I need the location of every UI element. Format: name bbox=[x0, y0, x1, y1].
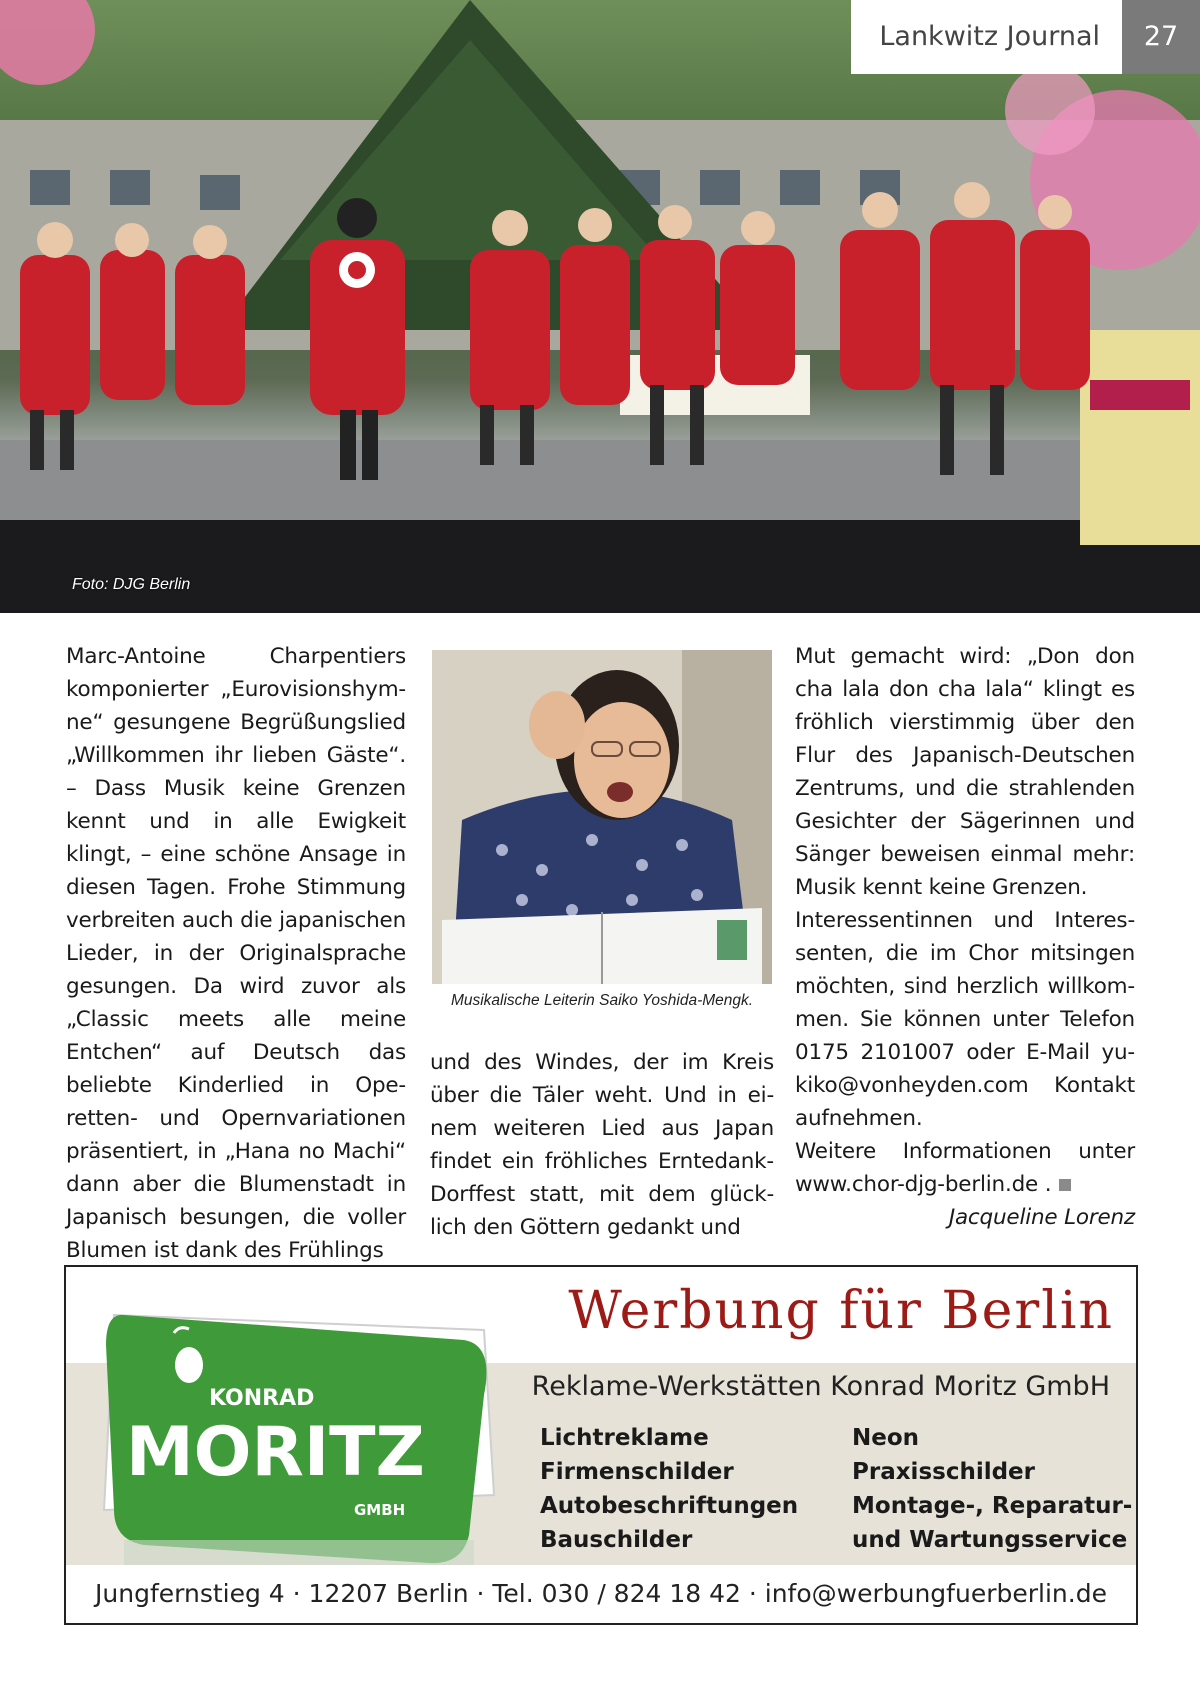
article-column-3 bbox=[795, 640, 1135, 1234]
article-paragraph: und des Windes, der im Kreis über die Täler weht. Und in ei-nem weiteren Lied aus Japan findet ein fröhliches Erntedank-Dorffest statt, mit dem glück-lich den Göttern gedankt und bbox=[430, 1050, 774, 1240]
conductor-photo bbox=[432, 650, 772, 984]
service-item: Autobeschriftungen bbox=[518, 1489, 798, 1523]
service-item: und Wartungsservice bbox=[852, 1527, 1128, 1553]
conductor-photo-caption: Musikalische Leiterin Saiko Yoshida-Mengk. bbox=[450, 992, 754, 1009]
page-header bbox=[851, 0, 1200, 74]
hero-photo bbox=[0, 0, 1200, 613]
article-paragraph: Marc-Antoine Charpentiers komponierter „Eurovisionshym-ne“ gesungene Begrüßungslied „Willkommen ihr lieben Gäste“. – Dass Musik keine Grenzen kennt und in alle Ewigkeit klingt, – eine schöne Ansage in diesen Tagen. Frohe Stimmung verbreiten auch die japanischen Lieder, in der Originalsprache gesungen. Da wird zuvor als „Classic meets alle meine Entchen“ auf Deutsch das beliebte Kinderlied in Ope-retten- und Opernvariationen präsentiert, in „Hana no Machi“ dann aber die Blumenstadt in Japanisch besungen, die voller Blumen ist dank des Frühlings bbox=[66, 644, 406, 1263]
journal-title: Lankwitz Journal bbox=[851, 0, 1122, 74]
services-list-left bbox=[518, 1421, 798, 1557]
ad-subline: Reklame-Werkstätten Konrad Moritz GmbH bbox=[531, 1371, 1110, 1402]
end-mark-icon bbox=[1059, 1179, 1071, 1191]
services-list-right bbox=[830, 1421, 1132, 1557]
ad-contact-footer: Jungfernstieg 4 · 12207 Berlin · Tel. 030 / 824 18 42 · info@werbungfuerberlin.de bbox=[66, 1565, 1136, 1623]
service-item: Lichtreklame bbox=[518, 1421, 798, 1455]
logo-gmbh-text: GMBH bbox=[354, 1501, 406, 1519]
article-column-2 bbox=[430, 1046, 774, 1244]
service-item: Bauschilder bbox=[518, 1523, 798, 1557]
conductor-photo-illustration bbox=[432, 650, 772, 984]
advertisement bbox=[64, 1265, 1138, 1625]
choir-photo-illustration bbox=[0, 0, 1200, 613]
service-item: Montage-, Reparatur- bbox=[830, 1489, 1132, 1523]
page-number: 27 bbox=[1122, 0, 1200, 74]
article-paragraph: Mut gemacht wird: „Don don cha lala don cha lala“ klingt es fröhlich vierstimmig über den Flur des Japanisch-Deutschen Zentrums, und die strahlenden Gesichter der Sägerinnen und Sänger beweisen einmal mehr: Musik kennt keine Grenzen. bbox=[795, 644, 1135, 900]
article-column-1 bbox=[66, 640, 406, 1267]
service-item: Praxisschilder bbox=[830, 1455, 1132, 1489]
photo-credit: Foto: DJG Berlin bbox=[72, 576, 191, 593]
logo-konrad-text: KONRAD bbox=[209, 1386, 315, 1411]
article-paragraph: Interessentinnen und Interes-senten, die im Chor mitsingen möchten, sind herzlich willkom-men. Sie können unter Telefon 0175 2101007 oder E-Mail yu-kiko@vonheyden.com Kontakt aufnehmen. bbox=[795, 908, 1135, 1131]
author-name: Jacqueline Lorenz bbox=[948, 1205, 1135, 1230]
moritz-logo bbox=[84, 1285, 504, 1605]
website-text: Weitere Informationen unter www.chor-djg-berlin.de . bbox=[795, 1139, 1135, 1197]
logo-moritz-text: MORITZ bbox=[126, 1413, 425, 1492]
ad-headline: Werbung für Berlin bbox=[568, 1281, 1114, 1341]
service-item: Neon bbox=[830, 1421, 1132, 1455]
service-item: Firmenschilder bbox=[518, 1455, 798, 1489]
article-paragraph bbox=[795, 1135, 1135, 1201]
